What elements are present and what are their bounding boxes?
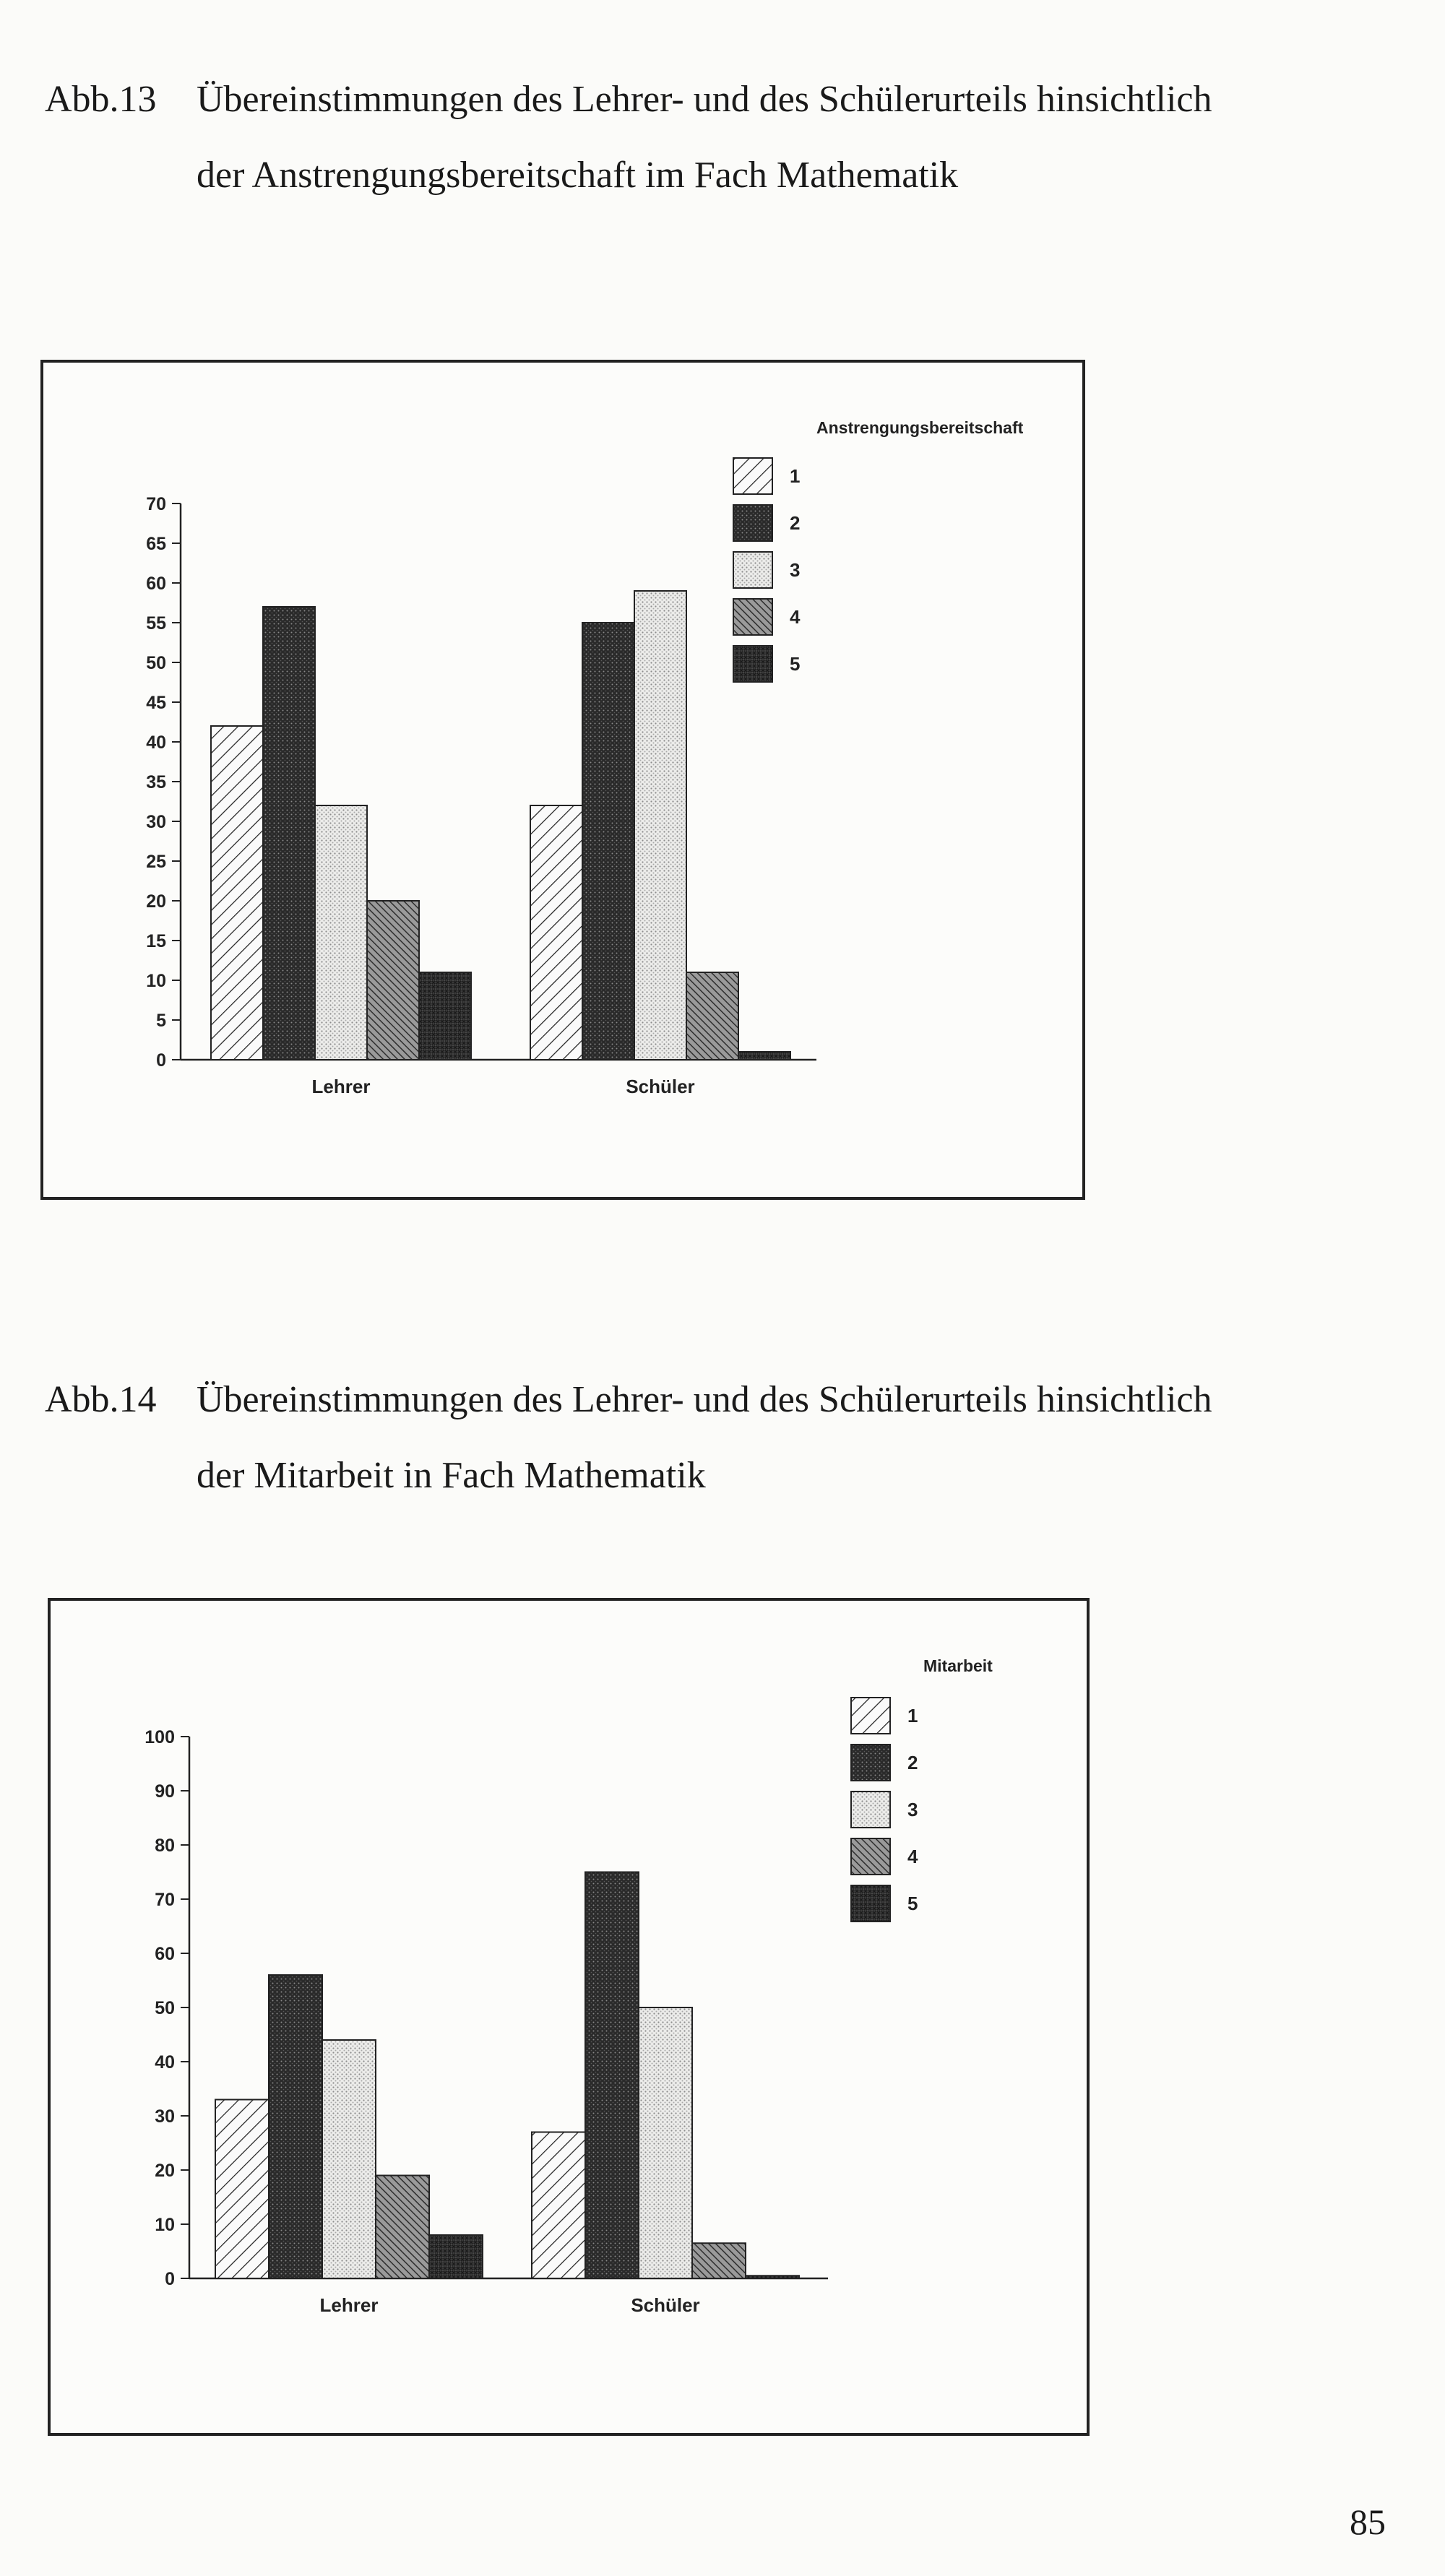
legend-swatch-5	[733, 646, 772, 682]
y-tick-label: 5	[156, 1011, 166, 1031]
y-tick-label: 90	[155, 1781, 175, 1802]
bar-schüler-4	[692, 2243, 746, 2278]
bar-lehrer-1	[211, 726, 263, 1060]
y-tick-label: 25	[146, 852, 166, 872]
y-tick-label: 0	[165, 2269, 175, 2289]
y-tick-label: 20	[146, 891, 166, 912]
caption-line-1: Übereinstimmungen des Lehrer- und des Schülerurteils hinsichtlich	[197, 1379, 1212, 1420]
chart-frame-13	[40, 360, 1085, 1200]
bar-lehrer-2	[263, 607, 315, 1060]
y-tick-label: 40	[155, 2052, 175, 2073]
legend-label-2: 2	[907, 1752, 918, 1773]
x-category-label: Schüler	[626, 1076, 695, 1097]
bar-lehrer-4	[376, 2176, 429, 2279]
figure-caption-13	[45, 61, 1212, 213]
bar-lehrer-3	[322, 2040, 376, 2278]
bar-schüler-1	[530, 805, 582, 1060]
y-tick-label: 65	[146, 534, 166, 554]
bar-lehrer-5	[429, 2235, 483, 2278]
bar-lehrer-5	[419, 972, 471, 1060]
legend-swatch-2	[851, 1745, 890, 1781]
bar-lehrer-1	[215, 2100, 269, 2279]
y-tick-label: 100	[144, 1727, 175, 1747]
legend-label-2: 2	[790, 512, 801, 534]
bar-schüler-4	[686, 972, 738, 1060]
legend-swatch-5	[851, 1885, 890, 1922]
caption-line-1: Übereinstimmungen des Lehrer- und des Schülerurteils hinsichtlich	[197, 79, 1212, 120]
legend-title: Mitarbeit	[923, 1656, 993, 1675]
y-tick-label: 80	[155, 1836, 175, 1856]
x-category-label: Schüler	[631, 2294, 700, 2316]
y-tick-label: 45	[146, 693, 166, 713]
bar-schüler-3	[634, 591, 686, 1060]
y-tick-label: 20	[155, 2161, 175, 2181]
bar-schüler-2	[582, 623, 634, 1060]
legend-swatch-3	[733, 552, 772, 588]
legend-label-5: 5	[790, 653, 801, 675]
y-tick-label: 30	[146, 812, 166, 832]
legend-swatch-1	[851, 1698, 890, 1734]
y-tick-label: 40	[146, 732, 166, 753]
y-tick-label: 60	[155, 1944, 175, 1964]
bar-schüler-1	[532, 2132, 585, 2279]
y-tick-label: 50	[155, 1998, 175, 2018]
bar-schüler-5	[738, 1052, 790, 1060]
y-tick-label: 15	[146, 931, 166, 951]
caption-line-2: der Anstrengungsbereitschaft im Fach Mathematik	[197, 155, 959, 196]
y-tick-label: 0	[156, 1050, 166, 1071]
legend-swatch-4	[851, 1838, 890, 1875]
figure-number: Abb.13	[45, 79, 157, 120]
legend-swatch-2	[733, 505, 772, 541]
bar-lehrer-2	[269, 1975, 322, 2278]
figure-number: Abb.14	[45, 1379, 157, 1420]
bar-schüler-5	[746, 2275, 799, 2278]
legend-label-1: 1	[790, 465, 801, 487]
legend-label-3: 3	[907, 1799, 918, 1820]
legend-swatch-4	[733, 599, 772, 635]
legend-swatch-3	[851, 1791, 890, 1828]
y-tick-label: 70	[146, 494, 166, 514]
page-number: 85	[1350, 2502, 1386, 2542]
x-category-label: Lehrer	[319, 2294, 379, 2316]
bar-lehrer-4	[367, 901, 419, 1060]
y-tick-label: 50	[146, 653, 166, 673]
bar-schüler-3	[639, 2007, 692, 2278]
y-tick-label: 30	[155, 2106, 175, 2127]
legend-swatch-1	[733, 458, 772, 494]
bar-lehrer-3	[315, 805, 367, 1060]
bar-chart-anstrengungsbereitschaft	[43, 363, 1082, 1197]
legend-label-5: 5	[907, 1893, 918, 1914]
figure-caption-14	[45, 1362, 1212, 1513]
legend-label-4: 4	[907, 1846, 918, 1867]
legend-title: Anstrengungsbereitschaft	[816, 418, 1024, 437]
bar-schüler-2	[585, 1872, 639, 2279]
legend-label-3: 3	[790, 559, 801, 581]
legend-label-4: 4	[790, 606, 801, 628]
caption-line-2: der Mitarbeit in Fach Mathematik	[197, 1455, 706, 1496]
y-tick-label: 10	[146, 971, 166, 991]
legend-label-1: 1	[907, 1705, 918, 1726]
y-tick-label: 70	[155, 1890, 175, 1910]
chart-frame-14	[48, 1598, 1090, 2436]
bar-chart-mitarbeit	[51, 1601, 1087, 2433]
y-tick-label: 60	[146, 574, 166, 594]
x-category-label: Lehrer	[311, 1076, 371, 1097]
y-tick-label: 55	[146, 613, 166, 634]
y-tick-label: 35	[146, 772, 166, 792]
y-tick-label: 10	[155, 2215, 175, 2235]
